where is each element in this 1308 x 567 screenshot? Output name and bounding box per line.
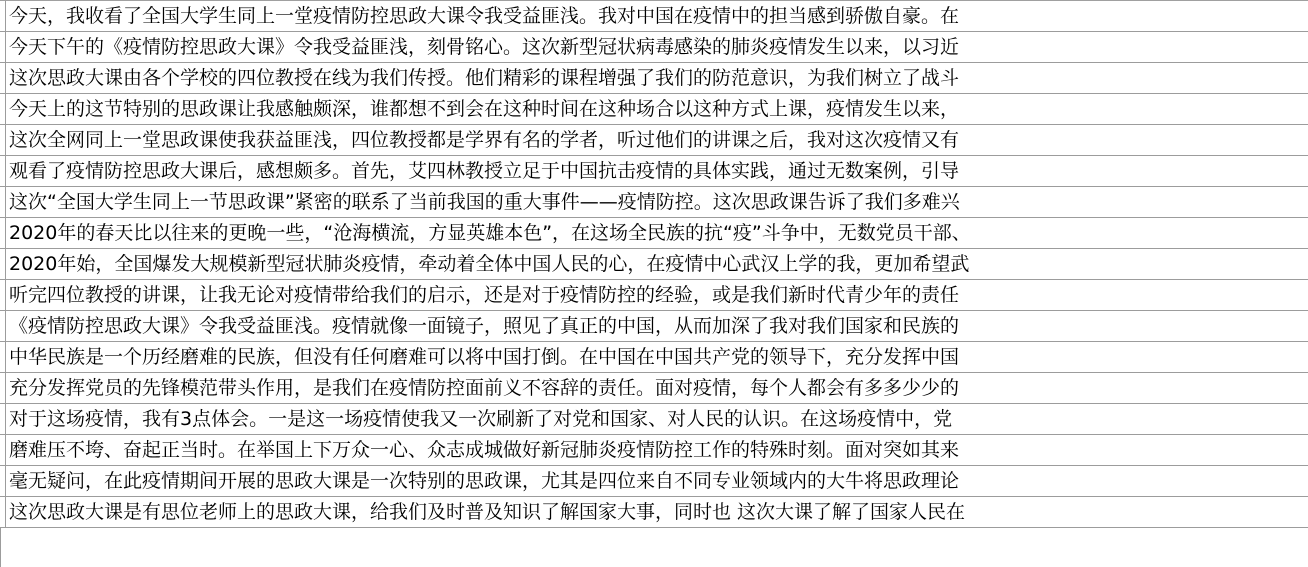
table-row[interactable] (0, 94, 1308, 125)
row-text[interactable]: 中华民族是一个历经磨难的民族，但没有任何磨难可以将中国打倒。在中国在中国共产党的领导下，充分发挥中国 (9, 345, 960, 368)
row-text[interactable]: 毫无疑问，在此疫情期间开展的思政大课是一次特别的思政课，尤其是四位来自不同专业领域内的大牛将思政理论 (9, 469, 960, 492)
row-text[interactable]: 这次全网同上一堂思政课使我获益匪浅，四位教授都是学界有名的学者，听过他们的讲课之后，我对这次疫情又有 (9, 128, 960, 151)
row-text[interactable]: 观看了疫情防控思政大课后，感想颇多。首先，艾四林教授立足于中国抗击疫情的具体实践，通过无数案例，引导 (9, 159, 960, 182)
row-text[interactable]: 2020年的春天比以往来的更晚一些，“沧海横流，方显英雄本色”，在这场全民族的抗“疫”斗争中，无数党员干部、 (9, 221, 971, 244)
table-row[interactable] (0, 466, 1308, 497)
table-row[interactable] (0, 373, 1308, 404)
table-row[interactable] (0, 435, 1308, 466)
table-row[interactable] (0, 63, 1308, 94)
row-text[interactable]: 今天上的这节特别的思政课让我感触颇深，谁都想不到会在这种时间在这种场合以这种方式上课，疫情发生以来， (9, 97, 960, 120)
row-text[interactable]: 今天下午的《疫情防控思政大课》令我受益匪浅，刻骨铭心。这次新型冠状病毒感染的肺炎疫情发生以来，以习近 (9, 35, 960, 58)
table-row[interactable] (0, 342, 1308, 373)
table-row[interactable] (0, 125, 1308, 156)
table-row[interactable] (0, 156, 1308, 187)
row-text[interactable]: 这次思政大课由各个学校的四位教授在线为我们传授。他们精彩的课程增强了我们的防范意识，为我们树立了战斗 (9, 66, 960, 89)
row-text[interactable]: 这次思政大课是有思位老师上的思政大课，给我们及时普及知识了解国家大事，同时也 这次大课了解了国家人民在 (9, 500, 966, 523)
row-text[interactable]: 充分发挥党员的先锋模范带头作用，是我们在疫情防控面前义不容辞的责任。面对疫情，每个人都会有多多少少的 (9, 376, 960, 399)
row-text[interactable]: 听完四位教授的讲课，让我无论对疫情带给我们的启示，还是对于疫情防控的经验，或是我们新时代青少年的责任 (9, 283, 960, 306)
row-text[interactable]: 2020年始，全国爆发大规模新型冠状肺炎疫情，牵动着全体中国人民的心，在疫情中心武汉上学的我，更加希望武 (9, 252, 970, 275)
row-text[interactable]: 《疫情防控思政大课》令我受益匪浅。疫情就像一面镜子，照见了真正的中国，从而加深了我对我们国家和民族的 (9, 314, 960, 337)
table-row[interactable] (0, 1, 1308, 32)
table-row[interactable] (0, 249, 1308, 280)
row-text[interactable]: 这次“全国大学生同上一节思政课”紧密的联系了当前我国的重大事件——疫情防控。这次思政课告诉了我们多难兴 (9, 190, 960, 213)
table-row[interactable] (0, 311, 1308, 342)
table-row[interactable] (0, 32, 1308, 63)
table-row[interactable] (0, 404, 1308, 435)
table-row[interactable] (0, 280, 1308, 311)
table-row[interactable] (0, 218, 1308, 249)
row-text[interactable]: 磨难压不垮、奋起正当时。在举国上下万众一心、众志成城做好新冠肺炎疫情防控工作的特殊时刻。面对突如其来 (9, 438, 960, 461)
row-text[interactable]: 今天，我收看了全国大学生同上一堂疫情防控思政大课令我受益匪浅。我对中国在疫情中的担当感到骄傲自豪。在 (9, 4, 960, 27)
row-text[interactable]: 对于这场疫情，我有3点体会。一是这一场疫情使我又一次刷新了对党和国家、对人民的认识。在这场疫情中，党 (9, 407, 953, 430)
table-row[interactable] (0, 187, 1308, 218)
table-row[interactable] (0, 497, 1308, 528)
